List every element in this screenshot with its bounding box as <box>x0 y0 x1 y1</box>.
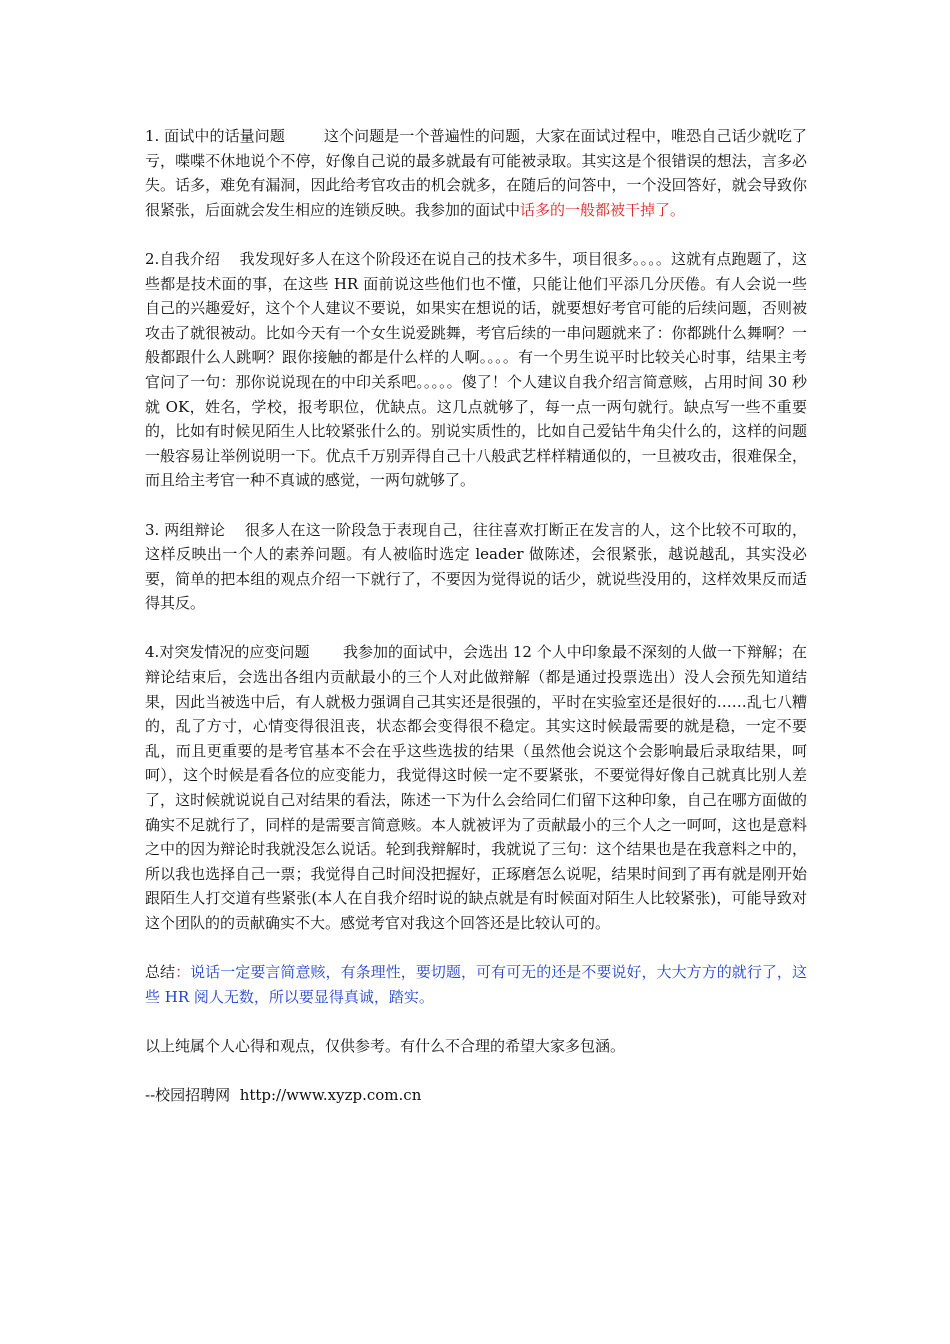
section-3 <box>145 518 807 616</box>
source-name: --校园招聘网 <box>145 1086 231 1105</box>
section-3-body: 很多人在这一阶段急于表现自己，往往喜欢打断正在发言的人，这个比较不可取的，这样反映出一个人的素养问题。有人被临时选定 leader 做陈述，会很紧张，越说越乱，其实没必要，简单的把本组的观点介绍一下就行了，不要因为觉得说的话少，就说些没用的，这样效果反而适得其反。 <box>145 520 807 613</box>
section-1-heading: 1. 面试中的话量问题 <box>145 127 285 145</box>
summary <box>145 960 807 1009</box>
section-1 <box>145 124 807 222</box>
section-1-body: 这个问题是一个普遍性的问题，大家在面试过程中，唯恐自己话少就吃了亏，喋喋不休地说个不停，好像自己说的最多就最有可能被录取。其实这是个很错误的想法，言多必失。话多，难免有漏洞，因此给考官攻击的机会就多，在随后的问答中，一个没回答好，就会导致你很紧张，后面就会发生相应的连锁反映。我参加的面试中 <box>145 127 807 219</box>
section-4-heading: 4.对突发情况的应变问题 <box>145 643 310 662</box>
section-2-body: 我发现好多人在这个阶段还在说自己的技术多牛，项目很多。。。。这就有点跑题了，这些都是技术面的事，在这些 HR 面前说这些他们也不懂，只能让他们平添几分厌倦。有人会说一些自己的兴趣爱好，这个个人建议不要说，如果实在想说的话，就要想好考官可能的后续问题，否则被攻击了就很被动。比如今天有一个女生说爱跳舞，考官后续的一串问题就来了：你都跳什么舞啊？一般都跟什么人跳啊？跟你接触的都是什么样的人啊。。。。有一个男生说平时比较关心时事，结果主考官问了一句：那你说说现在的中印关系吧。。。。。傻了！个人建议自我介绍言简意赅，占用时间 30 秒就 OK，姓名，学校，报考职位，优缺点。这几点就够了，每一点一两句就行。缺点写一些不重要的，比如有时候见陌生人比较紧张什么的。别说实质性的，比如自己爱钻牛角尖什么的，这样的问题一般容易让举例说明一下。优点千万别弄得自己十八般武艺样样精通似的，一旦被攻击，很难保全，而且给主考官一种不真诚的感觉，一两句就够了。 <box>145 249 807 490</box>
source-footer <box>145 1083 807 1108</box>
closing-note: 以上纯属个人心得和观点，仅供参考。有什么不合理的希望大家多包涵。 <box>145 1036 626 1055</box>
section-1-highlight: 话多的一般都被干掉了。 <box>520 200 686 219</box>
source-url-link[interactable]: http://www.xyzp.com.cn <box>239 1086 422 1105</box>
document-body <box>145 124 807 1108</box>
summary-text: 说话一定要言简意赅，有条理性，要切题，可有可无的还是不要说好，大大方方的就行了，这些 HR 阅人无数，所以要显得真诚，踏实。 <box>145 963 807 1006</box>
summary-colon: ： <box>175 963 191 982</box>
section-3-heading: 3. 两组辩论 <box>145 520 226 539</box>
summary-label: 总结 <box>145 963 176 982</box>
section-4-body: 我参加的面试中，会选出 12 个人中印象最不深刻的人做一下辩解；在辩论结束后，会选出各组内贡献最小的三个人对此做辩解（都是通过投票选出）没人会预先知道结果，因此当被选中后，有人就极力强调自己其实还是很强的，平时在实验室还是很好的……乱七八糟的，乱了方寸，心情变得很沮丧，状态都会变得很不稳定。其实这时候最需要的就是稳，一定不要乱，而且更重要的是考官基本不会在乎这些选拔的结果（虽然他会说这个会影响最后录取结果，呵呵），这个时候是看各位的应变能力，我觉得这时候一定不要紧张，不要觉得好像自己就真比别人差了，这时候就说说自己对结果的看法，陈述一下为什么会给同仁们留下这种印象，自己在哪方面做的确实不足就行了，同样的是需要言简意赅。本人就被评为了贡献最小的三个人之一呵呵，这也是意料之中的因为辩论时我就没怎么说话。轮到我辩解时，我就说了三句：这个结果也是在我意料之中的，所以我也选择自己一票；我觉得自己时间没把握好，正琢磨怎么说呢，结果时间到了再有就是刚开始跟陌生人打交道有些紧张(本人在自我介绍时说的缺点就是有时候面对陌生人比较紧张)，可能导致对这个团队的的贡献确实不大。感觉考官对我这个回答还是比较认可的。 <box>145 643 807 932</box>
section-2-heading: 2.自我介绍 <box>145 249 220 268</box>
section-4 <box>145 640 807 935</box>
section-2 <box>145 247 807 493</box>
